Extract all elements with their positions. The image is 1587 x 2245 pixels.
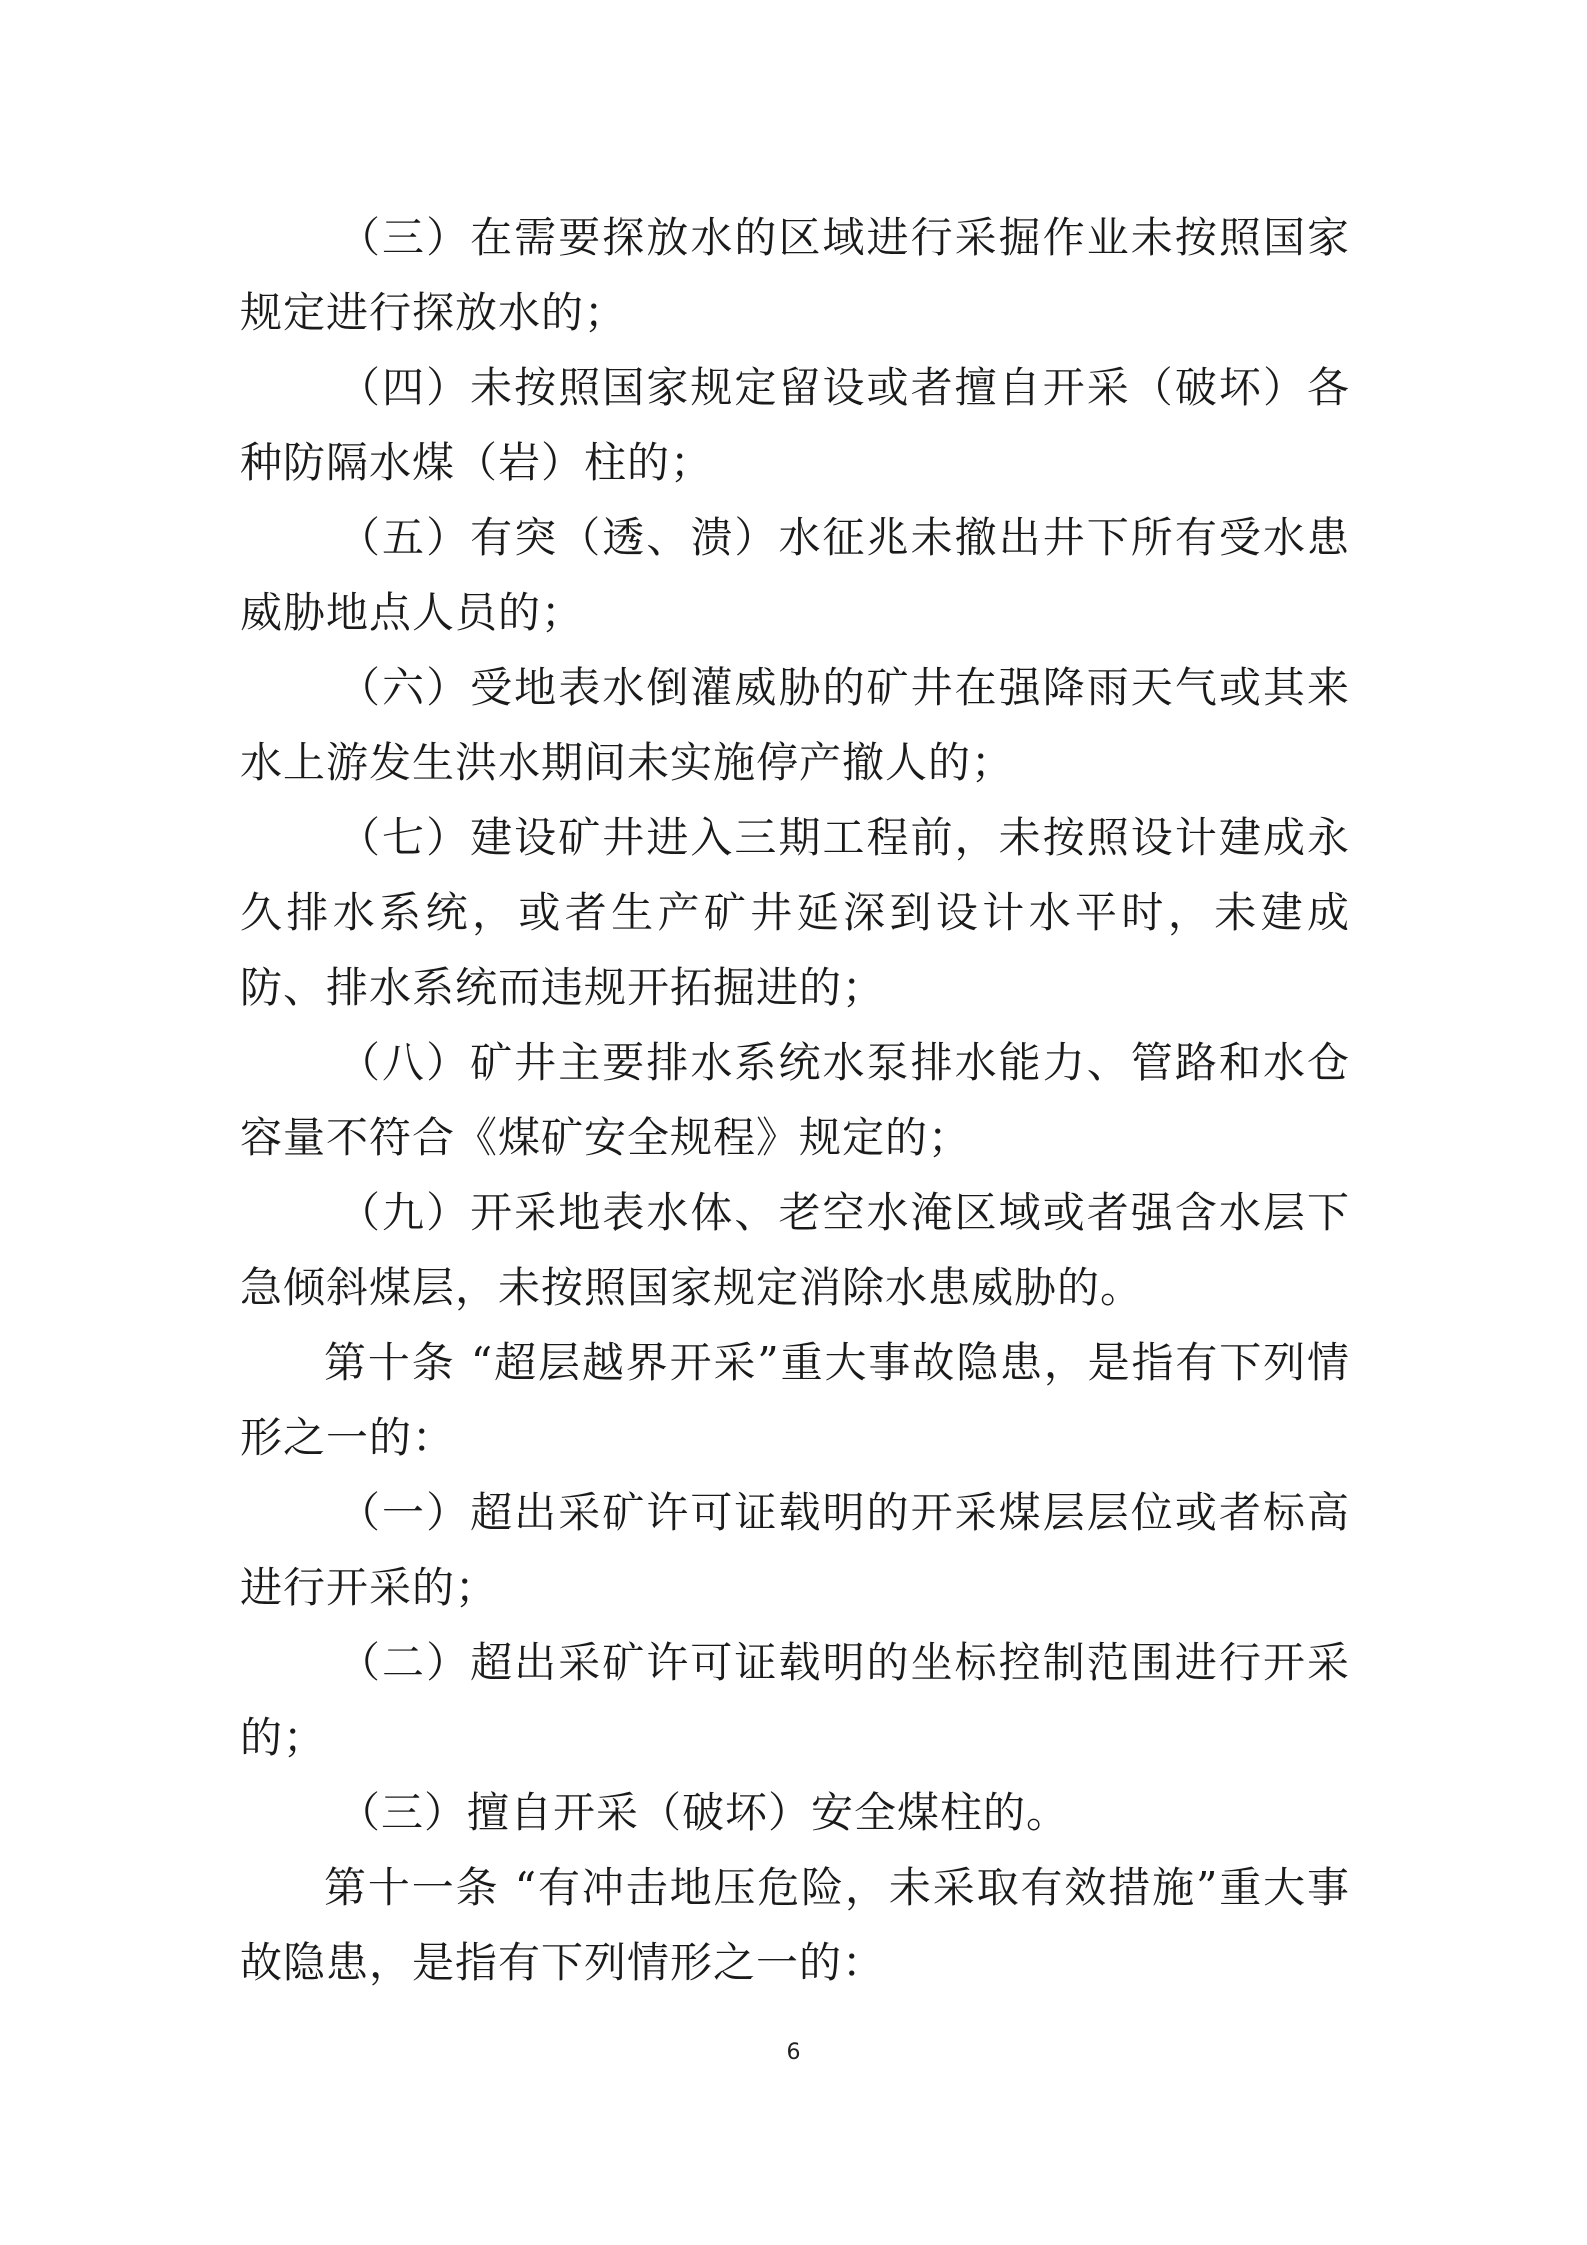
paragraph-item-8: （八）矿井主要排水系统水泵排水能力、管路和水仓容量不符合《煤矿安全规程》规定的； xyxy=(240,1038,1350,1162)
paragraph-item-9: （九）开采地表水体、老空水淹区域或者强含水层下急倾斜煤层，未按照国家规定消除水患威胁的。 xyxy=(240,1188,1350,1312)
page-number: 6 xyxy=(786,2040,801,2065)
article-10-heading: 第十条 “超层越界开采”重大事故隐患，是指有下列情形之一的： xyxy=(240,1338,1350,1462)
document-body xyxy=(240,200,1350,2000)
article-10-item-2: （二）超出采矿许可证载明的坐标控制范围进行开采的； xyxy=(240,1638,1350,1762)
article-10-item-3: （三）擅自开采（破坏）安全煤柱的。 xyxy=(338,1788,1070,1837)
article-11-heading: 第十一条 “有冲击地压危险，未采取有效措施”重大事故隐患，是指有下列情形之一的： xyxy=(240,1863,1350,1987)
paragraph-item-6: （六）受地表水倒灌威胁的矿井在强降雨天气或其来水上游发生洪水期间未实施停产撤人的； xyxy=(240,663,1350,787)
paragraph-item-7: （七）建设矿井进入三期工程前，未按照设计建成永久排水系统，或者生产矿井延深到设计水平时，未建成防、排水系统而违规开拓掘进的； xyxy=(240,813,1350,1012)
article-10-item-1: （一）超出采矿许可证载明的开采煤层层位或者标高进行开采的； xyxy=(240,1488,1350,1612)
paragraph-item-3: （三）在需要探放水的区域进行采掘作业未按照国家规定进行探放水的； xyxy=(240,213,1350,337)
paragraph-item-4: （四）未按照国家规定留设或者擅自开采（破坏）各种防隔水煤（岩）柱的； xyxy=(240,363,1350,487)
paragraph-item-5: （五）有突（透、溃）水征兆未撤出井下所有受水患威胁地点人员的； xyxy=(240,513,1350,637)
